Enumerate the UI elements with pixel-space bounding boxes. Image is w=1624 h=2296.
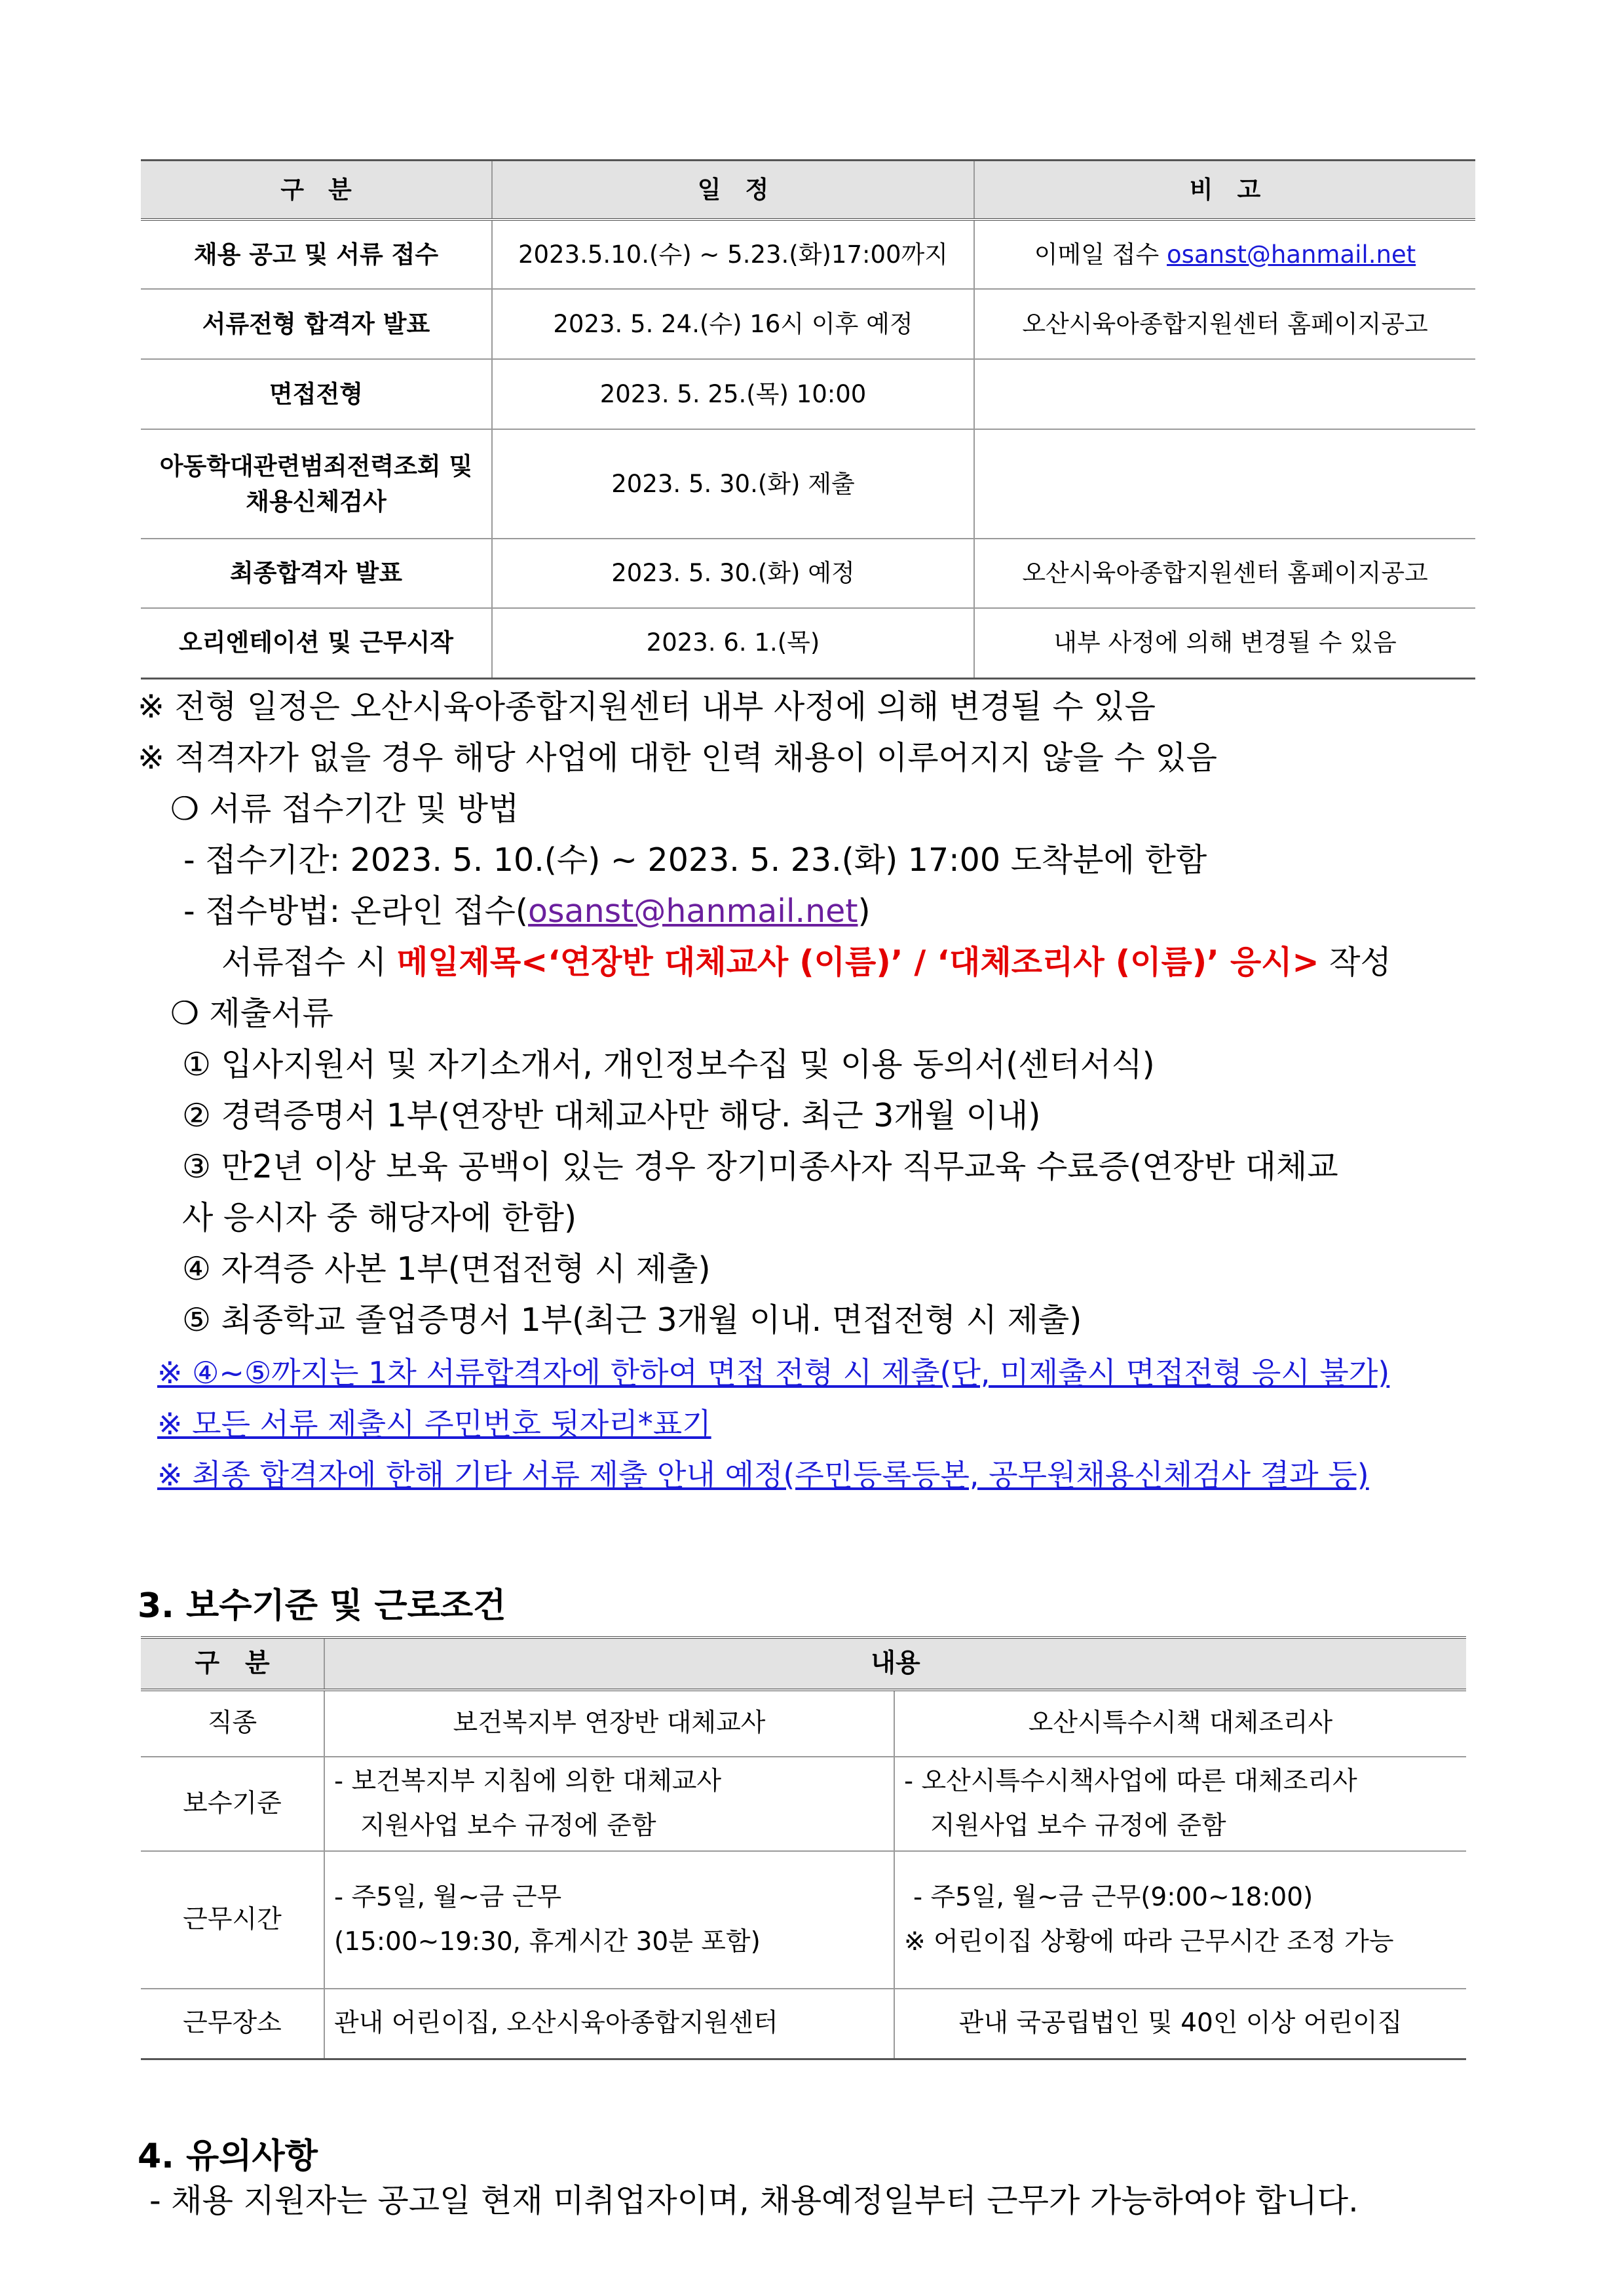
doc-item: ⑤ 최종학교 졸업증명서 1부(최근 3개월 이내. 면접전형 시 제출) (182, 1301, 1082, 1339)
method-email-link[interactable]: osanst@hanmail.net (528, 892, 858, 930)
subject-line (221, 944, 1391, 982)
cell-line: - 오산시특수시책사업에 따른 대체조리사 (904, 1766, 1357, 1796)
row-category: 최종합격자 발표 (141, 539, 492, 608)
cell-line: 지원사업 보수 규정에 준함 (930, 1811, 1226, 1841)
table-row (141, 1757, 1466, 1851)
category-line: 채용신체검사 (246, 487, 387, 516)
pay-table (141, 1636, 1466, 2060)
table-row (141, 289, 1475, 359)
docs-title: ❍ 제출서류 (170, 995, 333, 1032)
row-schedule: 2023. 5. 30.(화) 제출 (492, 429, 974, 539)
table-row (141, 359, 1475, 429)
method-line (183, 892, 871, 931)
schedule-header-row (141, 161, 1475, 220)
row-note: 오산시육아종합지원센터 홈페이지공고 (974, 539, 1475, 608)
note-prefix: 이메일 접수 (1034, 240, 1167, 269)
row-note: 내부 사정에 의해 변경될 수 있음 (974, 608, 1475, 678)
job-substitute-teacher: 보건복지부 연장반 대체교사 (324, 1690, 894, 1757)
place-cook: 관내 국공립법인 및 40인 이상 어린이집 (894, 1989, 1466, 2059)
row-label: 보수기준 (141, 1757, 324, 1851)
row-category: 면접전형 (141, 359, 492, 429)
table-row (141, 539, 1475, 608)
method-suffix: ) (858, 892, 871, 930)
row-note (974, 429, 1475, 539)
category-line: 아동학대관련범죄전력조회 및 (159, 451, 473, 480)
no-candidate-note: ※ 적격자가 없을 경우 해당 사업에 대한 인력 채용이 이루어지지 않을 수 있음 (138, 739, 1217, 776)
doc-item: ④ 자격증 사본 1부(면접전형 시 제출) (182, 1250, 711, 1288)
doc-item: ① 입사지원서 및 자기소개서, 개인정보수집 및 이용 동의서(센터서식) (182, 1046, 1155, 1083)
row-schedule: 2023.5.10.(수) ~ 5.23.(화)17:00까지 (492, 220, 974, 289)
row-schedule: 2023. 5. 24.(수) 16시 이후 예정 (492, 289, 974, 359)
hours-cook (894, 1851, 1466, 1989)
schedule-table (141, 159, 1475, 679)
table-row (141, 608, 1475, 678)
cell-line: 지원사업 보수 규정에 준함 (360, 1811, 656, 1841)
email-link[interactable]: osanst@hanmail.net (1167, 240, 1416, 269)
place-teacher: 관내 어린이집, 오산시육아종합지원센터 (324, 1989, 894, 2059)
cell-line: (15:00~19:30, 휴게시간 30분 포함) (334, 1927, 761, 1957)
method-prefix: - 접수방법: 온라인 접수( (183, 892, 529, 930)
cell-line: ※ 어린이집 상황에 따라 근무시간 조정 가능 (904, 1927, 1394, 1957)
cell-line: - 주5일, 월~금 근무(9:00~18:00) (913, 1882, 1313, 1912)
header-category: 구 분 (141, 161, 492, 220)
caution-line: - 채용 지원자는 공고일 현재 미취업자이며, 채용예정일부터 근무가 가능하여야 합니다. (149, 2182, 1359, 2219)
table-row (141, 220, 1475, 289)
row-label: 근무시간 (141, 1851, 324, 1989)
table-row (141, 1989, 1466, 2059)
header-category: 구 분 (141, 1637, 324, 1690)
subject-suffix: 작성 (1319, 944, 1391, 981)
row-category: 채용 공고 및 서류 접수 (141, 220, 492, 289)
doc-item: ③ 만2년 이상 보육 공백이 있는 경우 장기미종사자 직무교육 수료증(연장반 대체교 (182, 1148, 1338, 1185)
job-substitute-cook: 오산시특수시책 대체조리사 (894, 1690, 1466, 1757)
period-title: ❍ 서류 접수기간 및 방법 (170, 790, 519, 828)
mail-subject-format: 메일제목<‘연장반 대체교사 (이름)’ / ‘대체조리사 (이름)’ 응시> (396, 944, 1319, 981)
table-row (141, 1851, 1466, 1989)
table-row (141, 1690, 1466, 1757)
row-category: 오리엔테이션 및 근무시작 (141, 608, 492, 678)
row-label: 근무장소 (141, 1989, 324, 2059)
row-schedule: 2023. 6. 1.(목) (492, 608, 974, 678)
table-row (141, 429, 1475, 539)
header-schedule: 일 정 (492, 161, 974, 220)
row-note (974, 220, 1475, 289)
row-note: 오산시육아종합지원센터 홈페이지공고 (974, 289, 1475, 359)
blue-note: ※ ④~⑤까지는 1차 서류합격자에 한하여 면접 전형 시 제출(단, 미제출시 면접전형 응시 불가) (157, 1355, 1390, 1390)
period-line: - 접수기간: 2023. 5. 10.(수) ~ 2023. 5. 23.(화) 17:00 도착분에 한함 (183, 841, 1207, 879)
row-schedule: 2023. 5. 25.(목) 10:00 (492, 359, 974, 429)
row-category (141, 429, 492, 539)
row-label: 직종 (141, 1690, 324, 1757)
row-note (974, 359, 1475, 429)
schedule-change-note: ※ 전형 일정은 오산시육아종합지원센터 내부 사정에 의해 변경될 수 있음 (138, 688, 1156, 725)
header-note: 비 고 (974, 161, 1475, 220)
cell-line: - 보건복지부 지침에 의한 대체교사 (334, 1766, 722, 1796)
row-schedule: 2023. 5. 30.(화) 예정 (492, 539, 974, 608)
row-category: 서류전형 합격자 발표 (141, 289, 492, 359)
doc-item-continued: 사 응시자 중 해당자에 한함) (182, 1199, 577, 1236)
blue-note: ※ 최종 합격자에 한해 기타 서류 제출 안내 예정(주민등록등본, 공무원채용신체검사 결과 등) (157, 1457, 1369, 1493)
pay-header-row (141, 1637, 1466, 1690)
hours-teacher (324, 1851, 894, 1989)
doc-item: ② 경력증명서 1부(연장반 대체교사만 해당. 최근 3개월 이내) (182, 1097, 1041, 1134)
pay-teacher (324, 1757, 894, 1851)
pay-cook (894, 1757, 1466, 1851)
section-3-title: 3. 보수기준 및 근로조건 (138, 1586, 506, 1626)
section-4-title: 4. 유의사항 (138, 2137, 318, 2176)
blue-note: ※ 모든 서류 제출시 주민번호 뒷자리*표기 (157, 1406, 711, 1442)
cell-line: - 주5일, 월~금 근무 (334, 1882, 562, 1912)
header-content: 내용 (324, 1637, 1466, 1690)
subject-prefix: 서류접수 시 (221, 944, 397, 981)
